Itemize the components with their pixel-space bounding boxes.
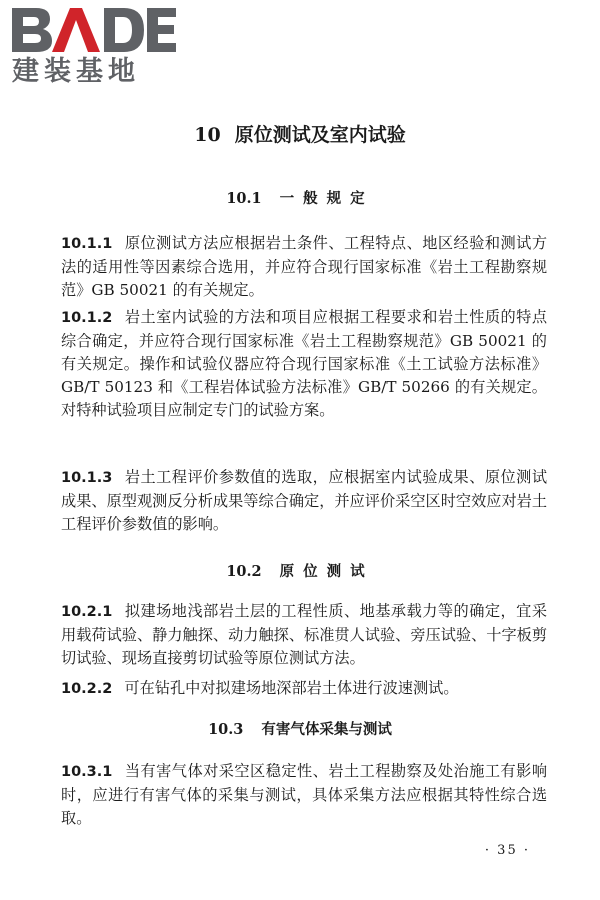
chapter-number: 10 [194,124,221,146]
page-number: · 35 · [484,843,530,858]
chapter-title [0,121,600,149]
chapter-title-text: 原位测试及室内试验 [234,124,406,146]
bade-logo-mark [8,4,178,56]
section-number: 10.1 [226,190,262,207]
section-title [0,561,600,583]
clause-text: 当有害气体对采空区稳定性、岩土工程勘察及处治施工有影响时，应进行有害气体的采集与测试，具体采集方法应根据其特性综合选取。 [61,762,547,827]
clause-text: 可在钻孔中对拟建场地深部岩土体进行波速测试。 [124,679,459,697]
bade-logo [8,4,178,90]
clause [61,466,547,536]
section-title-text: 一般规定 [279,190,374,207]
section-title [0,719,600,741]
clause [61,760,547,830]
clause-number: 10.1.1 [61,236,113,252]
clause-text: 岩土室内试验的方法和项目应根据工程要求和岩土性质的特点综合确定，并应符合现行国家标准《岩土工程勘察规范》GB 50021 的有关规定。操作和试验仪器应符合现行国家标准《土工试验方法标准》GB/T 50123 和《工程岩体试验方法标准》GB/T 50266 的有关规定。对特种试验项目应制定专门的试验方案。 [61,308,547,419]
section-number: 10.2 [226,563,262,580]
clause [61,677,547,701]
section-title-text: 有害气体采集与测试 [261,721,392,738]
clause-number: 10.2.1 [61,604,113,620]
clause-text: 原位测试方法应根据岩土条件、工程特点、地区经验和测试方法的适用性等因素综合选用，并应符合现行国家标准《岩土工程勘察规范》GB 50021 的有关规定。 [61,234,547,299]
section-title [0,188,600,210]
clause-number: 10.3.1 [61,764,113,780]
clause [61,600,547,670]
logo-chinese-text: 建装基地 [12,56,140,87]
section-number: 10.3 [208,721,244,738]
section-title-text: 原位测试 [279,563,374,580]
clause-text: 岩土工程评价参数值的选取，应根据室内试验成果、原位测试成果、原型观测反分析成果等综合确定，并应评价采空区时空效应对岩土工程评价参数值的影响。 [61,468,547,533]
clause-number: 10.1.3 [61,470,113,486]
clause-text: 拟建场地浅部岩土层的工程性质、地基承载力等的确定，宜采用载荷试验、静力触探、动力触探、标准贯人试验、旁压试验、十字板剪切试验、现场直接剪切试验等原位测试方法。 [61,602,547,667]
clause-number: 10.2.2 [61,681,113,697]
clause-number: 10.1.2 [61,310,113,326]
clause [61,232,547,302]
clause [61,306,547,422]
